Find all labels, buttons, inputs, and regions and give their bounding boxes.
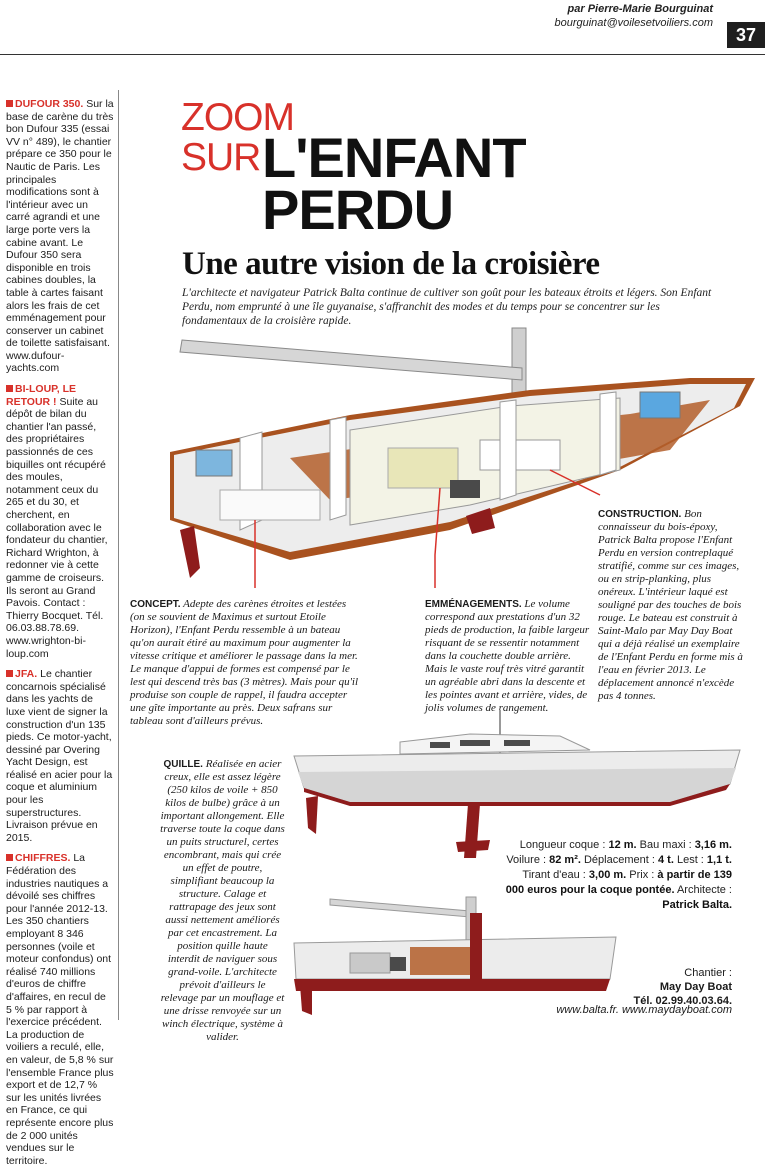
author-email[interactable]: bourguinat@voilesetvoiliers.com [554, 17, 713, 29]
web-links[interactable]: www.balta.fr. www.maydayboat.com [556, 1004, 732, 1016]
builder-contact: Chantier : May Day Boat Tél. 02.99.40.03.64. [633, 967, 732, 1007]
caption-construction: CONSTRUCTION. Bon connaisseur du bois-époxy, Patrick Balta propose l'Enfant Perdu en version contreplaqué stratifié, comme sur ces images, ou en strip-planking, plus onéreux. L'intérieur laqué est souligné par des touches de bois rouge. Le bateau est construit à Saint-Malo par May Day Boat qui a déjà réalisé un exemplaire de l'Enfant Perdu en forme mis à l'eau en février 2013. Le déplacement annoncé n'excède pas 4 tonnes. [598, 508, 743, 702]
cabin-top [400, 734, 590, 754]
intro-text: L'architecte et navigateur Patrick Balta continue de cultiver son goût pour les bateaux étroits et légers. Son Enfant Perdu, nom emprunté à une île guyanaise, s'affranchit des modes et du temps pour se concentrer sur les fondamentaux de la croisière rapide. [182, 287, 712, 327]
boat-profile-keel-up [290, 895, 620, 1020]
bullet-square-icon [6, 670, 13, 677]
boom-side [330, 899, 470, 917]
bullet-square-icon [6, 385, 13, 392]
news-sidebar [6, 98, 114, 1175]
page-title: L'ENFANT PERDU [262, 126, 526, 241]
sidebar-item-chiffres: CHIFFRES. La Fédération des industries nautiques a dévoilé ses chiffres pour l'année 2012-13. Les 350 chantiers employant 8 346 personnes (voile et moteur confondus) ont réalisé 740 millions d'euros de chiffre d'affaires, en recul de 5 % par rapport à l'exercice précédent. La production de voiliers a reculé, elle, en valeur, de 5,8 % sur l'ensemble France plus export et de 12,7 % sur les unités livrées en France, ce qui représente encore plus de 2 000 unités vendues sur le territoire. [6, 852, 114, 1167]
stove [450, 480, 480, 498]
byline [554, 2, 713, 30]
seat [388, 448, 458, 488]
sidebar-item-biloup: BI-LOUP, LE RETOUR ! Suite au dépôt de bilan du chantier l'an passé, des propriétaires passionnés de ces biquilles ont récupéré des moules, notamment ceux du 265 et du 30, et cherchent, en collaboration avec le fondateur du chantier, Richard Wrighton, à redonner vie à cette gamme de croiseurs. Ils seront au Grand Pavois. Contact : Thierry Bocquet. Tél. 06.03.88.78.69. www.wrighton-bi-loup.com [6, 383, 108, 660]
aft-bench [220, 490, 320, 520]
sidebar-item-dufour: DUFOUR 350. Sur la base de carène du très bon Dufour 335 (essai VV n° 489), le chantier prépare ce 350 pour le Nautic de Paris. Les principales modifications sont à l'intérieur avec un carré agrandi et une large porte vers la cabine avant. Le Dufour 350 sera disponible en trois cabines doubles, la table à cartes faisant alors les frais de cet emménagement pour conserver un cabinet de toilette satisfaisant. www.dufour-yachts.com [6, 98, 114, 375]
saloon-wood [410, 947, 470, 975]
hatch [640, 392, 680, 418]
sidebar-item-jfa: JFA. Le chantier concarnois spécialisé dans les yachts de luxe vient de signer la construction d'un 135 pieds. Ce motor-yacht, dessiné par Overing Yacht Design, est réalisé en acier pour la coque et aluminium pour les superstructures. Livraison prévue en 2015. [6, 668, 113, 844]
caption-quille: QUILLE. Réalisée en acier creux, elle est assez légère (250 kilos de voile + 850 kilos de bulbe) grâce à un important allongement. Elle traverse toute la coque dans un puits structurel, certes encombrant, mais qui crée un effet de poutre, simplifiant beaucoup la structure. Calage et rattrapage des jeux sont aussi nettement améliorés par cet encastrement. La position quille haute interdit de naviguer sous grand-voile. L'architecte prévoit d'ailleurs le relevage par un mouflage et une drisse renvoyée sur un winch électrique, système à valider. [160, 758, 285, 1043]
rudder [180, 526, 200, 578]
bullet-square-icon [6, 100, 13, 107]
keel-bulb [456, 840, 490, 852]
zoom-kicker: ZOOM SUR [181, 96, 294, 179]
subtitle: Une autre vision de la croisière [182, 246, 600, 282]
caption-emmenagements: EMMÉNAGEMENTS. Le volume correspond aux prestations d'un 32 pieds de production, la faible largeur risquant de se ressentir notamment dans la couchette double arrière. Mais le vaste rouf très vitré garantit un agréable abri dans la descente et les pointes avant et arrière, vides, de jolis volumes de rangement. [425, 598, 590, 714]
page-number: 37 [727, 22, 765, 48]
header-rule [0, 54, 765, 55]
column-divider [118, 90, 119, 1020]
keel-raised [470, 913, 482, 983]
caption-concept: CONCEPT. Adepte des carènes étroites et lestées (on se souvient de Maximus et surtout Etoile Horizon), l'Enfant Perdu ressemble à un bateau qu'on aurait étiré au maximum pour augmenter la vitesse critique et améliorer le passage dans la mer. Le manque d'appui de formes est compensé par le lest qui descend très bas (3 mètres). Mais pour qu'il produise son couple de rappel, il faudra accepter une gîte importante au près. Deux safrans sur tableau sont d'ailleurs prévus. [130, 598, 359, 727]
rudder-side [306, 796, 318, 834]
bullet-square-icon [6, 854, 13, 861]
galley [480, 440, 560, 470]
author-name: par Pierre-Marie Bourguinat [567, 3, 713, 15]
cockpit-hatch [196, 450, 232, 476]
spec-sheet: Longueur coque : 12 m. Bau maxi : 3,16 m. Voilure : 82 m². Déplacement : 4 t. Lest : 1,1 t. Tirant d'eau : 3,00 m. Prix : à partir de 139 000 euros pour la coque pontée. Architecte : Patrick Balta. [505, 839, 732, 911]
boom [180, 340, 522, 380]
